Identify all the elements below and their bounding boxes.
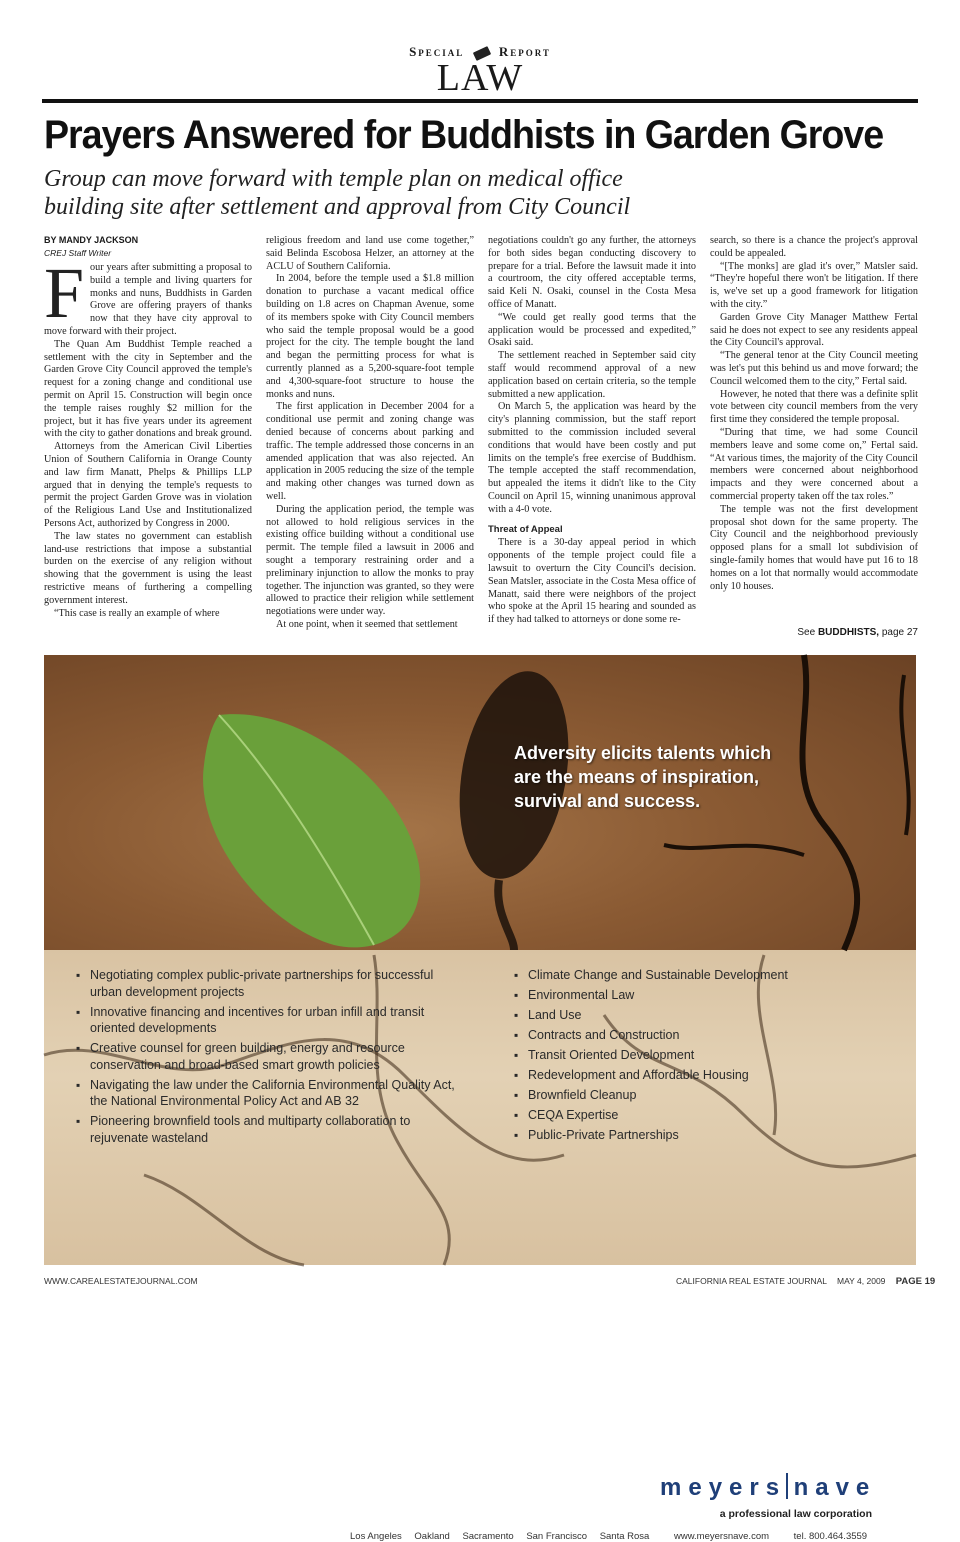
paragraph: The settlement reached in September said city staff would recommend approval of a new application based on certain criteria, so the temple submitted a new application. [488,350,696,400]
crack-line [802,655,857,950]
article-column-4 [710,235,918,617]
paragraph: “This case is really an example of where [54,607,220,619]
paragraph: During the application period, the temple was not allowed to hold religious services in the existing office building without a conditional use permit. The temple filed a lawsuit in 2006 and sought a temporary restraining order and a preliminary injunction to allow the monks to pray together. The injunction was granted, so they were allowed to practice their religion while settlement negotiations were under way. [266,503,474,618]
section-title: LAW [436,57,524,99]
article-column-3 [488,235,696,642]
kicker-left: Special [409,44,465,59]
paragraph: “[The monks] are glad it's over,” Matsler said. “They're hopeful there won't be litigation. If there is, we've set up a good framework for litigation with the city.” [710,260,918,310]
list-item: ▪ Brownfield Cleanup [514,1087,894,1104]
list-item: ▪ Climate Change and Sustainable Development [514,967,894,984]
website-link[interactable]: www.meyersnave.com [673,1531,770,1542]
list-item: ▪ Negotiating complex public-private partnerships for successful urban development projects [76,967,456,1000]
footer-publication [676,1276,935,1287]
list-item: ▪ Creative counsel for green building, energy and resource conservation and broad-based smart growth policies [76,1040,456,1073]
office-city: Sacramento [462,1531,514,1542]
paragraph: The law states no government can establish land-use restrictions that impose a substantial burden on the exercise of any religion without showing that the government is using the least restrictive means of furthering a compelling government interest. [44,530,252,606]
article-column-2 [266,235,474,642]
list-item: ▪ Innovative financing and incentives for urban infill and transit oriented developments [76,1004,456,1037]
paragraph: The temple was not the first development proposal shot down for the same property. The City Council and the neighborhood previously opposed plans for a small lot subdivision of single-family homes that would have put 16 to 18 homes on a lot that normally would accommodate only 10 houses. [710,503,918,592]
ad-tagline [514,741,771,813]
paragraph: negotiations couldn't go any further, the attorneys for both sides began conducting discovery to prepare for a trial. Before the lawsuit made it into a courtroom, the city offered acceptable terms, said Keli N. Osaki, counsel in the Costa Mesa office of Manatt. [488,235,696,310]
list-item: ▪ Pioneering brownfield tools and multiparty collaboration to rejuvenate wasteland [76,1113,456,1146]
ad-artwork [44,655,916,1265]
list-item: ▪ Transit Oriented Development [514,1047,894,1064]
office-locations [350,1531,877,1542]
drop-cap: F [44,253,85,333]
deck-line-1: Group can move forward with temple plan on medical office [44,166,623,192]
footer-date: MAY 4, 2009 [837,1276,886,1286]
office-city: Santa Rosa [599,1531,650,1542]
paragraph: The Quan Am Buddhist Temple reached a settlement with the city in September and the Garden Grove City Council approved the temple's request for a zoning change and conditional use permit on April 15. Construction will begin once the temple raises roughly $2 million for the project, but it has five years under its agreement with the city to gather donations and break ground. [44,338,252,440]
crack-line [144,1175,304,1265]
paragraph: “We could get really good terms that the application would be processed and expedited,” Osaki said. [488,311,696,349]
meyers-nave-logo [660,1473,876,1502]
see-prefix: See [797,627,818,638]
paragraph: “The general tenor at the City Council meeting was let's put this behind us and move forward; the Council welcomed them to the city,” Fertal said. [710,350,918,387]
paragraph: However, he noted that there was a definite split vote between city council members from the very first time they considered the temple proposal. [710,388,918,426]
header-rule [42,99,918,103]
list-item: ▪ CEQA Expertise [514,1107,894,1124]
crack-line [664,845,804,855]
logo-subtitle: a professional law corporation [719,1508,872,1520]
paragraph: In 2004, before the temple used a $1.8 million donation to purchase a vacant medical office building on 1.8 acres on Chapman Avenue, some of its members spoke with City Council members who said the temple proposal would be a good project for the city. The temple bought the land and began the permitting process for what is currently planned as a 5,200-square-foot temple and 4,300-square-foot structure to house the monks and nuns. [266,273,474,400]
footer-website[interactable]: WWW.CAREALESTATEJOURNAL.COM [44,1276,198,1286]
list-item: ▪ Redevelopment and Affordable Housing [514,1067,894,1084]
office-city: Oakland [414,1531,450,1542]
footer-page-number: PAGE 19 [895,1276,936,1287]
list-item: ▪ Public-Private Partnerships [514,1127,894,1144]
paragraph: On March 5, the application was heard by the city's planning commission, but the staff report submitted to the commission included several conditions that would have been costly and put limits on the temple's free exercise of Buddhism. The temple accepted the staff recommendation, but appealed the items it didn't like to the City Council on April 15, winning unanimous approval with a 4-0 vote. [488,401,696,515]
crack-line [901,675,908,835]
paragraph: search, so there is a chance the project's approval could be appealed. [710,235,918,259]
tagline-line-3: survival and success. [514,791,701,811]
article-headline: Prayers Answered for Buddhists in Garden Grove [44,113,884,157]
list-item: ▪ Environmental Law [514,987,894,1004]
paragraph: religious freedom and land use come together,” said Belinda Escobosa Helzer, an attorney at the ACLU of Southern California. [266,235,474,272]
paragraph: Garden Grove City Manager Matthew Fertal said he does not expect to see any residents appeal the City Council's approval. [710,311,918,349]
footer-pub-name: CALIFORNIA REAL ESTATE JOURNAL [676,1276,827,1286]
list-item: ▪ Contracts and Construction [514,1027,894,1044]
see-target: BUDDHISTS, [817,627,880,638]
paragraph: Attorneys from the American Civil Liberties Union of Southern California in Orange County and law firm Manatt, Phelps & Phillips LLP argued that in denying the temple's requests to permit the project Garden Grove was in violation of the Religious Land Use and Institutionalized Persons Act, authorized by Congress in 2000. [44,441,252,529]
tagline-line-2: are the means of inspiration, [514,767,760,787]
kicker-right: Report [498,44,551,59]
paragraph: The first application in December 2004 for a conditional use permit and zoning change was denied because of concerns about parking and traffic. The temple addressed those concerns in an amended application that was also rejected. An application in 2005 reducing the size of the temple and making other changes was turned down as well. [266,401,474,502]
paragraph: At one point, when it seemed that settlement [276,618,458,630]
green-leaf [203,714,420,947]
paragraph: There is a 30-day appeal period in which opponents of the temple project could file a lawsuit to overturn the City Council's decision. Sean Matsler, associate in the Costa Mesa office of Manatt, said there were neighbors of the project who spoke at the April 15 hearing and sounded as if they had talked to attorneys or done some re- [488,537,696,626]
logo-divider [786,1473,788,1499]
continued-link[interactable] [720,627,918,638]
paragraph: our years after submitting a proposal to build a temple and living quarters for monks and nuns, Buddhists in Garden Grove are offering prayers of thanks now that they have city approval to move forward with their project. [44,262,252,337]
byline: BY MANDY JACKSON [44,235,139,245]
list-item: ▪ Land Use [514,1007,894,1024]
logo-left: meyers [660,1474,787,1501]
logo-right: nave [793,1474,877,1501]
deck-line-2: building site after settlement and approval from City Council [44,194,631,220]
list-item: ▪ Navigating the law under the California Environmental Quality Act, the National Environmental Policy Act and AB 32 [76,1077,456,1110]
byline-title: CREJ Staff Writer [44,248,112,258]
office-city: Los Angeles [350,1531,402,1542]
office-city: San Francisco [526,1531,588,1542]
tagline-line-1: Adversity elicits talents which [514,743,772,763]
stem-shadow [498,880,514,950]
paragraph: “During that time, we had some Council members leave and some come on,” Fertal said. “At various times, the majority of the City Council members were concerned about neighborhood impacts and they were concerned about a commercial property taken off the tax roles.” [710,426,918,502]
subhead-threat-of-appeal: Threat of Appeal [488,523,563,535]
phone-number: tel. 800.464.3559 [793,1531,868,1542]
practice-bullets-right [514,967,894,1147]
see-page: page 27 [879,627,918,638]
article-deck [44,165,744,221]
practice-bullets-left [76,967,456,1150]
